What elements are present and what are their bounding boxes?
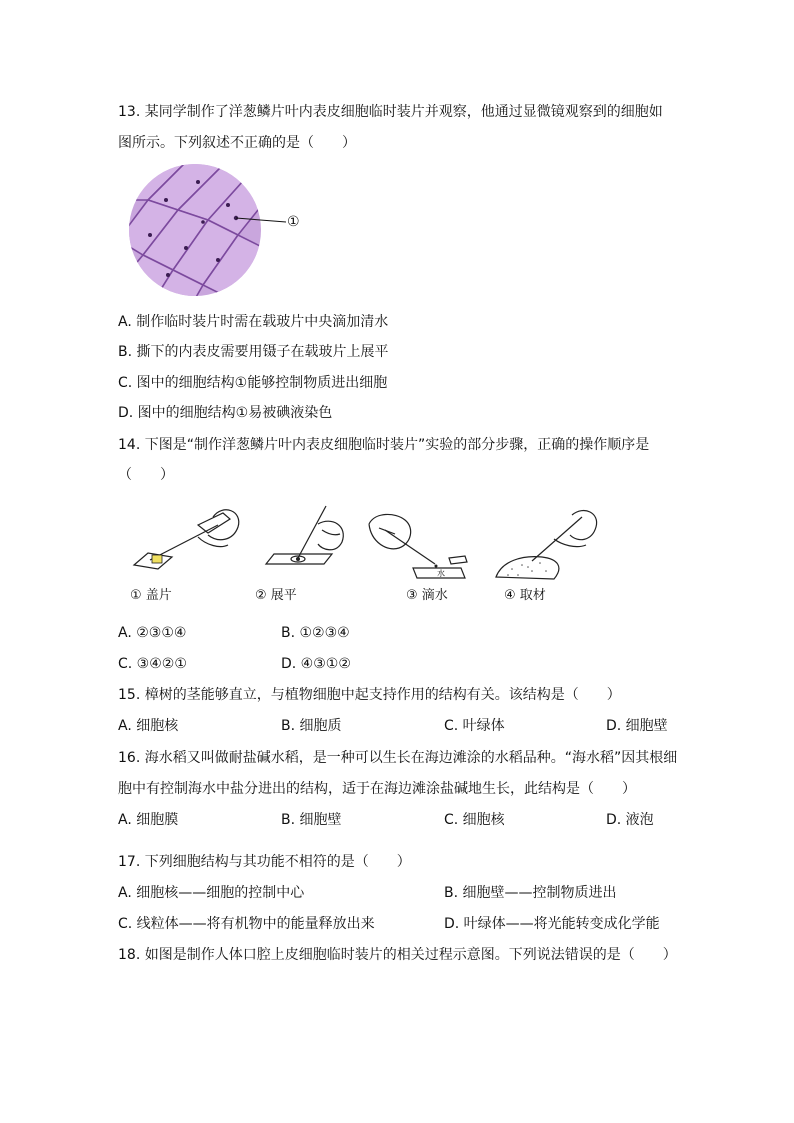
q13-option-a[interactable]: A. 制作临时装片时需在载玻片中央滴加清水 — [118, 314, 389, 330]
q14-option-b[interactable]: B. ①②③④ — [281, 625, 350, 641]
q14-stem-line1: 14. 下图是“制作洋葱鳞片叶内表皮细胞临时装片”实验的部分步骤，正确的操作顺序是 — [118, 437, 650, 453]
q18-stem: 18. 如图是制作人体口腔上皮细胞临时装片的相关过程示意图。下列说法错误的是（ ） — [118, 947, 677, 963]
step-take-material-illustration — [492, 505, 602, 585]
q14-option-c[interactable]: C. ③④②① — [118, 656, 187, 672]
step-flatten-illustration — [262, 500, 352, 580]
q15-stem: 15. 樟树的茎能够直立，与植物细胞中起支持作用的结构有关。该结构是（ ） — [118, 687, 621, 703]
q14-stem-line2: （ ） — [118, 467, 174, 483]
q16-stem-line2: 胞中有控制海水中盐分进出的结构，适于在海边滩涂盐碱地生长，此结构是（ ） — [118, 781, 636, 797]
onion-cell-micrograph — [128, 160, 313, 300]
q14-option-d[interactable]: D. ④③①② — [281, 656, 351, 672]
step-caption-4: ④ 取材 — [504, 588, 546, 603]
q16-option-a[interactable]: A. 细胞膜 — [118, 812, 179, 828]
q15-option-b[interactable]: B. 细胞质 — [281, 718, 342, 734]
q17-option-c[interactable]: C. 线粒体——将有机物中的能量释放出来 — [118, 916, 375, 932]
drop-marker: 水 — [437, 569, 445, 578]
q15-option-d[interactable]: D. 细胞壁 — [606, 718, 668, 734]
q16-option-b[interactable]: B. 细胞壁 — [281, 812, 342, 828]
q13-option-d[interactable]: D. 图中的细胞结构①易被碘液染色 — [118, 405, 333, 421]
q13-option-c[interactable]: C. 图中的细胞结构①能够控制物质进出细胞 — [118, 375, 388, 391]
q17-stem: 17. 下列细胞结构与其功能不相符的是（ ） — [118, 854, 411, 870]
step-caption-3: ③ 滴水 — [406, 588, 448, 603]
q16-stem-line1: 16. 海水稻又叫做耐盐碱水稻，是一种可以生长在海边滩涂的水稻品种。“海水稻”因其根细 — [118, 750, 678, 766]
q16-option-d[interactable]: D. 液泡 — [606, 812, 654, 828]
q17-option-b[interactable]: B. 细胞壁——控制物质进出 — [444, 885, 617, 901]
q16-option-c[interactable]: C. 细胞核 — [444, 812, 505, 828]
q13-stem-line2: 图所示。下列叙述不正确的是（ ） — [118, 135, 356, 151]
q14-option-a[interactable]: A. ②③①④ — [118, 625, 187, 641]
figure-marker-1: ① — [287, 214, 300, 230]
q17-option-a[interactable]: A. 细胞核——细胞的控制中心 — [118, 885, 305, 901]
step-caption-2: ② 展平 — [255, 588, 297, 603]
q17-option-d[interactable]: D. 叶绿体——将光能转变成化学能 — [444, 916, 660, 932]
q13-option-b[interactable]: B. 撕下的内表皮需要用镊子在载玻片上展平 — [118, 344, 389, 360]
step-drop-water-illustration — [365, 512, 477, 584]
step-cover-slip-illustration — [128, 505, 246, 583]
q15-option-c[interactable]: C. 叶绿体 — [444, 718, 505, 734]
q15-option-a[interactable]: A. 细胞核 — [118, 718, 179, 734]
step-caption-1: ① 盖片 — [130, 588, 172, 603]
q13-stem-line1: 13. 某同学制作了洋葱鳞片叶内表皮细胞临时装片并观察，他通过显微镜观察到的细胞如 — [118, 104, 663, 120]
